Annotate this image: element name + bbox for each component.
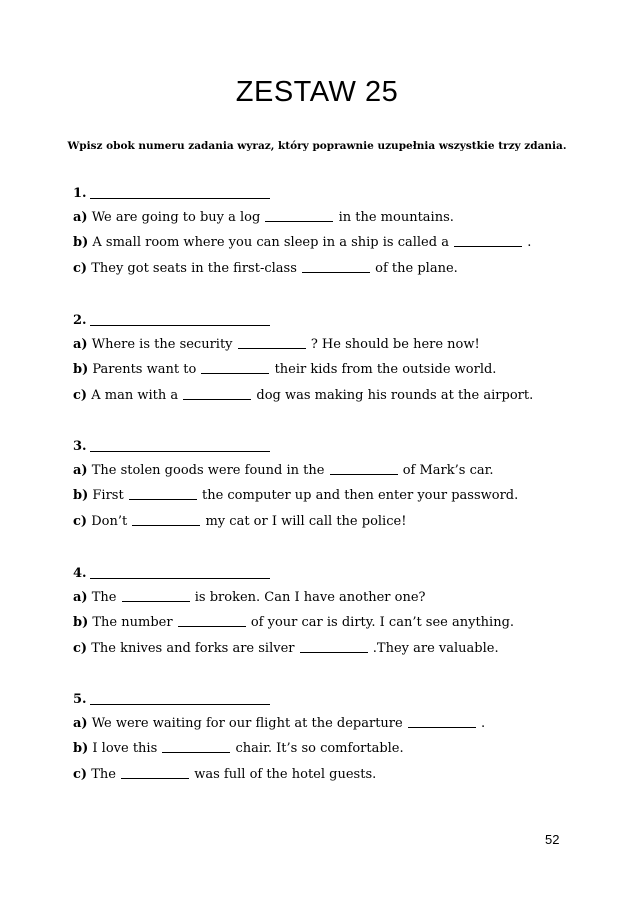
sentence-before: The stolen goods were found in the xyxy=(91,463,325,478)
sentence-blank xyxy=(238,336,306,349)
sentence-after: . xyxy=(480,716,486,731)
answer-line xyxy=(73,689,573,711)
sentence-after: dog was making his rounds at the airport. xyxy=(256,387,534,403)
sentence-before: I love this xyxy=(92,741,158,757)
instruction-text: Wpisz obok numeru zadania wyraz, który poprawnie uzupełnia wszystkie trzy zdania. xyxy=(67,140,567,152)
sentence-before: Parents want to xyxy=(92,362,197,378)
sentence-blank xyxy=(183,387,251,400)
sentence-letter: b) xyxy=(73,488,89,504)
sentence-after: is broken. Can I have another one? xyxy=(194,590,426,605)
sentence-b xyxy=(73,736,573,761)
sentence-blank xyxy=(129,487,197,500)
sentence-b xyxy=(73,357,573,382)
answer-blank[interactable] xyxy=(90,690,270,705)
sentence-letter: a) xyxy=(73,590,88,605)
sentence-c xyxy=(73,636,573,661)
sentence-before: We were waiting for our flight at the departure xyxy=(91,716,403,731)
sentence-b xyxy=(73,610,573,635)
sentence-after: my cat or I will call the police! xyxy=(205,513,407,529)
sentence-after: chair. It’s so comfortable. xyxy=(235,741,404,757)
sentence-before: The xyxy=(91,766,116,782)
sentence-blank xyxy=(454,234,522,247)
sentence-after: was full of the hotel guests. xyxy=(194,766,377,782)
sentence-a xyxy=(73,585,573,610)
sentence-blank xyxy=(330,462,398,475)
sentence-letter: a) xyxy=(73,337,88,352)
sentence-before: The number xyxy=(92,615,173,631)
sentence-c xyxy=(73,383,573,408)
exercise-4 xyxy=(73,563,573,661)
sentence-blank xyxy=(302,260,370,273)
sentence-blank xyxy=(201,361,269,374)
answer-line xyxy=(73,563,573,585)
page-number: 52 xyxy=(545,832,560,847)
page-title: ZESTAW 25 xyxy=(235,76,399,108)
sentence-blank xyxy=(122,589,190,602)
sentence-after: of the plane. xyxy=(375,260,458,276)
sentence-before: Don’t xyxy=(91,513,128,529)
sentence-blank xyxy=(121,766,189,779)
exercise-5 xyxy=(73,689,573,787)
sentence-letter: c) xyxy=(73,640,88,656)
sentence-letter: a) xyxy=(73,210,88,225)
exercise-number: 1. xyxy=(73,186,87,201)
sentence-letter: a) xyxy=(73,463,88,478)
sentence-letter: b) xyxy=(73,235,89,251)
sentence-after: the computer up and then enter your password. xyxy=(201,488,519,504)
sentence-before: First xyxy=(92,488,124,504)
exercise-number: 4. xyxy=(73,566,87,581)
sentence-letter: b) xyxy=(73,615,89,631)
sentence-after: of your car is dirty. I can’t see anything. xyxy=(250,615,515,631)
sentence-letter: c) xyxy=(73,766,88,782)
sentence-before: They got seats in the first-class xyxy=(91,260,297,276)
exercise-2 xyxy=(73,310,573,408)
sentence-before: Where is the security xyxy=(91,337,233,352)
sentence-before: A small room where you can sleep in a ship is called a xyxy=(92,235,449,251)
answer-line xyxy=(73,310,573,332)
sentence-c xyxy=(73,256,573,281)
sentence-blank xyxy=(300,640,368,653)
sentence-blank xyxy=(162,740,230,753)
exercise-number: 5. xyxy=(73,692,87,707)
sentence-after: ? He should be here now! xyxy=(310,337,480,352)
sentence-before: The knives and forks are silver xyxy=(91,640,295,656)
sentence-after: their kids from the outside world. xyxy=(274,362,497,378)
sentence-b xyxy=(73,230,573,255)
answer-line xyxy=(73,183,573,205)
sentence-c xyxy=(73,762,573,787)
sentence-letter: b) xyxy=(73,741,89,757)
sentence-blank xyxy=(265,209,333,222)
sentence-after: . xyxy=(527,235,532,251)
answer-blank[interactable] xyxy=(90,311,270,326)
answer-line xyxy=(73,436,573,458)
exercise-number: 3. xyxy=(73,439,87,454)
sentence-c xyxy=(73,509,573,534)
sentence-after: .They are valuable. xyxy=(372,640,499,656)
exercise-number: 2. xyxy=(73,313,87,328)
sentence-a xyxy=(73,711,573,736)
answer-blank[interactable] xyxy=(90,437,270,452)
sentence-before: A man with a xyxy=(91,387,179,403)
sentence-before: We are going to buy a log xyxy=(91,210,261,225)
sentence-letter: c) xyxy=(73,260,88,276)
sentence-a xyxy=(73,205,573,230)
sentence-letter: c) xyxy=(73,387,88,403)
sentence-a xyxy=(73,458,573,483)
sentence-before: The xyxy=(91,590,117,605)
sentence-b xyxy=(73,483,573,508)
answer-blank[interactable] xyxy=(90,184,270,199)
sentence-blank xyxy=(408,715,476,728)
sentence-blank xyxy=(178,614,246,627)
sentence-letter: b) xyxy=(73,362,89,378)
exercise-1 xyxy=(73,183,573,281)
sentence-after: in the mountains. xyxy=(338,210,454,225)
sentence-letter: a) xyxy=(73,716,88,731)
sentence-letter: c) xyxy=(73,513,88,529)
sentence-a xyxy=(73,332,573,357)
sentence-blank xyxy=(132,513,200,526)
sentence-after: of Mark’s car. xyxy=(402,463,494,478)
answer-blank[interactable] xyxy=(90,564,270,579)
exercise-3 xyxy=(73,436,573,534)
